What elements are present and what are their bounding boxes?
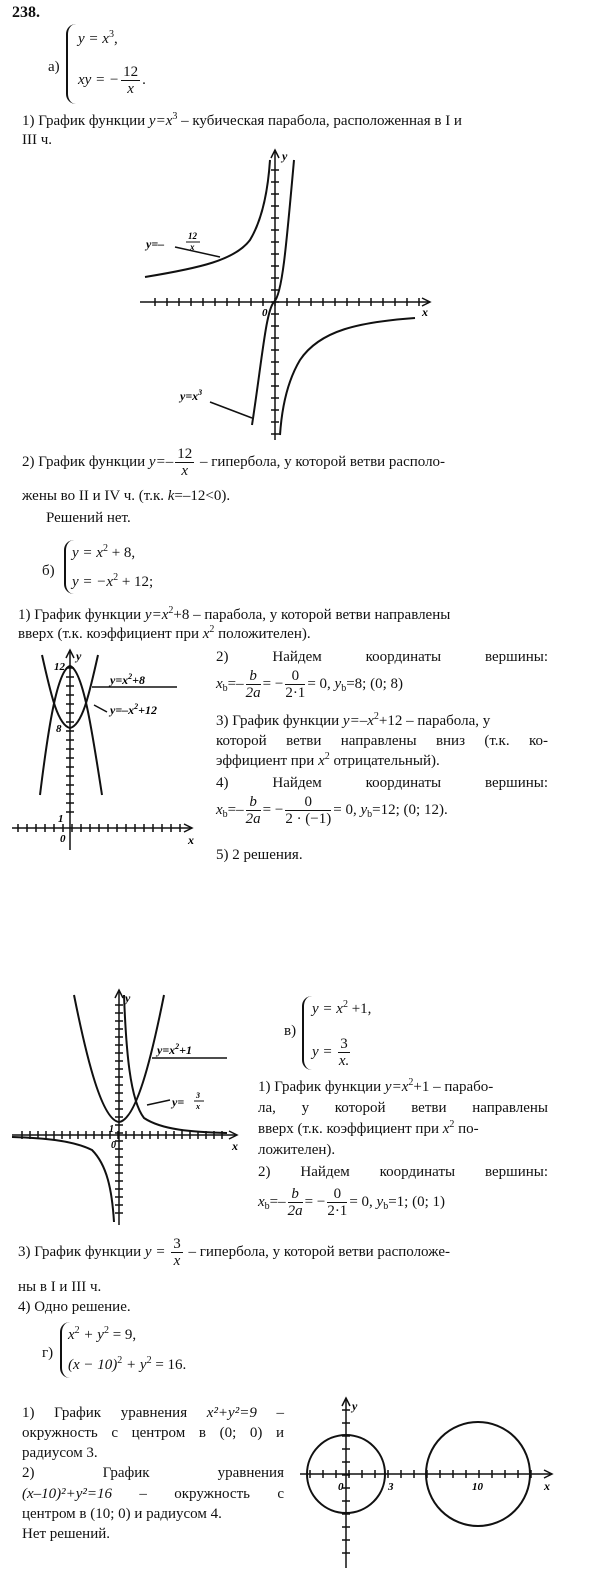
- part-g-axis-y-label: y: [352, 1399, 358, 1413]
- part-b-step4: 4) Найдем координаты вершины:: [216, 775, 549, 791]
- part-a-graph: [140, 150, 440, 440]
- part-v-system-brace: [302, 996, 312, 1070]
- part-g-step1-line1: 1) График уравнения x²+y²=9 –: [22, 1405, 284, 1421]
- part-g-step1-line3: радиусом 3.: [22, 1445, 98, 1461]
- part-b-label-up: $y=x^2+8$: [110, 672, 146, 687]
- part-v-step1-line4: ложителен).: [258, 1142, 336, 1158]
- part-v-label-hyp-den: x: [196, 1102, 200, 1111]
- part-g-graph: [300, 1398, 560, 1568]
- part-v-eq1: $y = x^2 +1$,: [312, 999, 372, 1017]
- problem-number: 238.: [12, 4, 40, 21]
- part-g-step1-line2: окружность с центром в (0; 0) и: [22, 1425, 285, 1441]
- part-g-tick-10: 10: [472, 1481, 483, 1493]
- part-a-step1-line2: III ч.: [22, 132, 53, 148]
- part-v-step1-line1: 1) График функции $y=x^2+1$ – парабо-: [258, 1077, 494, 1095]
- part-v-graph: [12, 990, 242, 1225]
- part-b-eq1: $y = x^2 + 8$,: [72, 543, 136, 561]
- part-a-axis-x-label: x: [422, 305, 428, 319]
- part-a-axis-y-label: y: [282, 149, 288, 163]
- part-b-axis-y-label: y: [76, 649, 82, 663]
- part-a-step1: 1) График функции $y=x^3$ – кубическая парабола, расположенная в I и: [22, 111, 462, 129]
- part-g-axis-x-label: x: [544, 1479, 550, 1493]
- part-a-system-brace: [66, 24, 76, 104]
- part-v-hyperbola-right: [124, 995, 227, 1133]
- part-b-step2-formula: $x_b=-$ $\frac{b}{2a}$ = − $\frac{0}{2\cdot 1}$ = 0, $y_b=8$; (0; 8): [216, 668, 403, 701]
- part-b-step5: 5) 2 решения.: [216, 847, 303, 863]
- part-v-eq2: y = $\frac{3}{x.}$: [312, 1036, 350, 1069]
- part-a-eq1: $y = x^3$,: [78, 29, 118, 47]
- part-b-step1: 1) График функции $y=x^2+8$ – парабола, у которой ветви направлены: [18, 605, 451, 623]
- part-v-label-hyp-num: 3: [196, 1091, 200, 1100]
- part-a-label: а): [48, 59, 60, 75]
- part-v-label-hyperbola: y=: [172, 1095, 185, 1109]
- part-g-tick-3: 3: [388, 1481, 394, 1493]
- part-v-axis-x-label: x: [232, 1139, 238, 1153]
- part-b-label-down: $y=-x^2+12$: [110, 702, 158, 717]
- part-b-axis-x-label: x: [188, 833, 194, 847]
- part-g-eq1: $x^2 + y^2 = 9$,: [68, 1325, 137, 1343]
- part-v-step2: 2) Найдем координаты вершины:: [258, 1164, 549, 1180]
- part-a-step2-line2: жены во II и IV ч. (т.к. k=–12<0).: [22, 488, 231, 504]
- part-g-step2-line1: 2) График уравнения: [22, 1465, 284, 1481]
- part-a-label-hyp-den: x: [190, 242, 195, 252]
- part-b-step2: 2) Найдем координаты вершины:: [216, 649, 549, 665]
- part-b-graph: [12, 650, 202, 850]
- part-a-step2: 2) График функции y=– $\frac{12}{x}$ – гипербола, у которой ветви располо-: [22, 446, 446, 479]
- part-b-step3-line1: 3) График функции $y=-x^2+12$ – парабола, у: [216, 711, 491, 729]
- part-g-conclusion: Нет решений.: [22, 1526, 110, 1542]
- part-b-label: б): [42, 563, 55, 579]
- part-v-step3-line2: ны в I и III ч.: [18, 1279, 102, 1295]
- part-b-origin: 0: [60, 833, 66, 845]
- part-v-label-parabola: $y=x^2+1$: [157, 1042, 193, 1057]
- part-g-label: г): [42, 1345, 54, 1361]
- part-b-tick-12: 12: [54, 661, 65, 673]
- part-b-step4-formula: $x_b=-$ $\frac{b}{2a}$ = − $\frac{0}{2 \cdot (-1)}$ = 0, $y_b=12$; (0; 12).: [216, 794, 448, 827]
- part-a-label-hyp-num: 12: [188, 231, 197, 241]
- part-a-label-cubic: $y=x^3$: [180, 388, 203, 403]
- part-g-origin: 0: [338, 1481, 344, 1493]
- part-g-step2-line3: центром в (10; 0) и радиусом 4.: [22, 1506, 222, 1522]
- part-b-step3-line2: которой ветви направлены вниз (т.к. ко-: [216, 733, 548, 749]
- part-a-label-hyperbola: y=–: [146, 237, 165, 251]
- part-b-tick-8: 8: [56, 723, 62, 735]
- part-b-eq2: $y = -x^2 + 12$;: [72, 572, 154, 590]
- part-v-step4: 4) Одно решение.: [18, 1299, 131, 1315]
- part-v-step1-line2: ла, у которой ветви направлены: [258, 1100, 549, 1116]
- part-b-step1-line2: вверх (т.к. коэффициент при $x^2$ положителен).: [18, 624, 311, 642]
- part-v-tick-1: 1: [109, 1124, 114, 1135]
- part-a-eq2: xy = − $\frac{12}{x}$ .: [78, 64, 146, 97]
- part-b-tick-1: 1: [58, 813, 64, 825]
- part-v-origin: 0: [111, 1140, 116, 1151]
- part-a-conclusion: Решений нет.: [46, 510, 131, 526]
- part-a-hyperbola-left: [145, 160, 270, 277]
- part-b-step3-line3: эффициент при $x^2$ отрицательный).: [216, 751, 440, 769]
- part-v-hyperbola-left: [12, 1137, 114, 1222]
- part-g-step2-line2: (x–10)²+y²=16 – окружность с: [22, 1486, 285, 1502]
- part-a-hyperbola-right: [280, 318, 415, 435]
- part-g-eq2: $(x - 10)^2 + y^2 = 16$.: [68, 1355, 187, 1373]
- part-v-step2-formula: $x_b=-$ $\frac{b}{2a}$ = − $\frac{0}{2\cdot 1}$ = 0, $y_b=1$; (0; 1): [258, 1186, 445, 1219]
- part-v-axis-y-label: y: [125, 991, 131, 1005]
- part-v-label: в): [284, 1023, 297, 1039]
- part-v-step3: 3) График функции y = $\frac{3}{x}$ – гипербола, у которой ветви расположе-: [18, 1236, 451, 1269]
- part-a-origin: 0: [262, 307, 268, 319]
- part-v-step1-line3: вверх (т.к. коэффициент при $x^2$ по-: [258, 1119, 479, 1137]
